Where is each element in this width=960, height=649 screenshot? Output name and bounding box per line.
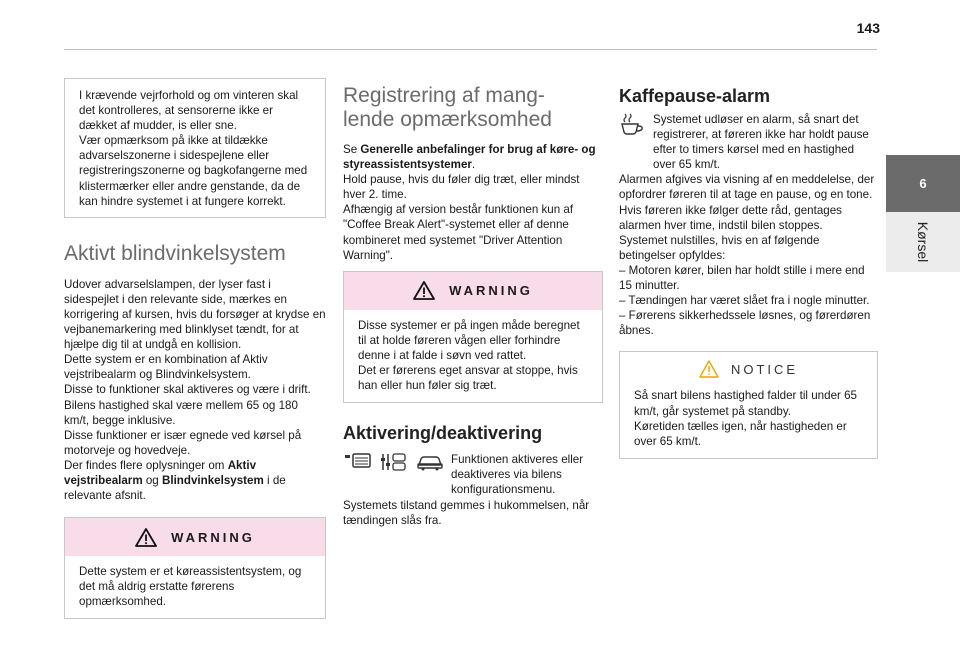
chapter-title: Kørsel [915,221,931,263]
paragraph: Disse funktioner er især egnede ved kørsel på motorveje og hovedveje. [64,428,302,457]
notice-label: NOTICE [730,361,799,377]
paragraph: Disse to funktioner skal aktiveres og være i drift. [64,383,311,397]
column-2 [343,64,603,528]
paragraph: Afhængig af version består funktionen kun af "Coffee Break Alert"-systemet eller af denne kombineret med systemet "Driver Attention Warning". [343,203,574,262]
coffee-cup-icon [619,112,647,136]
paragraph: Alarmen afgives via visning af en meddelelse, der opfordrer føreren til at tage en pause, og en tone. [619,173,875,202]
link-reference: Generelle anbefalinger for brug af køre- og styreassistentsystemer [343,143,596,172]
paragraph: Systemet nulstilles, hvis en af følgende betingelser opfyldes: [619,233,820,262]
column-3 [619,64,878,459]
warning-box [343,271,603,403]
list-item: – Motoren kører, bilen har holdt stille i mere end 15 minutter. [619,263,865,293]
warning-triangle-icon [413,281,435,300]
warning-label: WARNING [449,283,533,299]
warning-header [344,272,602,310]
activation-text: Funktionen aktiveres eller deaktiveres via bilens konfigurationsmenu. [451,453,584,497]
warning-triangle-icon [135,528,157,547]
warning-header [65,518,325,556]
intro-paragraph: Vær opmærksom på ikke at tildække advarselszonerne i sidespejlene eller registreringszonerne og bagkofangerne med klistermærker eller andre genstande, da de kan hindre systemet i at fungere korrekt. [79,134,308,208]
section-heading: Aktivering/deaktivering [343,423,543,444]
notice-header [620,352,877,386]
header-rule [64,49,877,50]
warning-box [64,517,326,619]
paragraph [64,458,326,503]
section-heading: Aktivt blindvinkelsystem [64,241,286,265]
list-item: – Tændingen har været slået fra i nogle minutter. [619,294,870,308]
paragraph: Hold pause, hvis du føler dig træt, eller mindst hver 2. time. [343,173,580,202]
text: Der findes flere oplysninger om [64,458,228,472]
paragraph: Dette system er en kombination af Aktiv vejstribealarm og Blindvinkelsystem. [64,353,268,382]
paragraph: Udover advarselslampen, der lyser fast i sidespejlet i den relevante side, mærkes en korrigering af kursen, hvis du forsøger at krydse en vejbanemarkering med blinklyset tændt, for at hjælpe dig til at undgå en kollision. [64,277,326,352]
paragraph: Bilens hastighed skal være mellem 65 og 180 km/t, begge inklusive. [64,398,298,427]
paragraph: Hvis føreren ikke følger dette råd, gentages alarmen hver time, indstil bilen stoppes. [619,203,842,232]
text: i de relevante afsnit. [64,473,286,503]
notice-text: Køretiden tælles igen, når hastigheden er over 65 km/t. [634,419,847,448]
section-body [343,142,603,263]
paragraph: Systemets tilstand gemmes i hukommelsen, når tændingen slås fra. [343,498,590,527]
section-heading: Registrering af mang-lende opmærksomhed [343,84,552,131]
warning-text: Disse systemer er på ingen måde beregnet til at holde føreren vågen eller forhindre denne i at falde i søvn ved rattet. [358,318,580,362]
bold-term: Blindvinkelsystem [161,473,264,487]
notice-box [619,351,878,458]
notice-triangle-icon [699,360,719,378]
activation-row [343,452,603,497]
text: Se [343,143,361,156]
warning-label: WARNING [171,529,255,545]
coffee-alert-row [619,112,878,172]
page-number: 143 [856,20,880,36]
vehicle-settings-icon [379,452,409,472]
notice-text: Så snart bilens hastighed falder til under 65 km/t, går systemet på standby. [634,389,857,418]
text: og [142,473,162,487]
chapter-tab[interactable]: 6 [886,155,960,212]
text: . [471,158,476,172]
paragraph [343,142,603,172]
touchscreen-icon [343,452,373,472]
paragraph: Systemet udløser en alarm, så snart det registrerer, at føreren ikke har holdt pause efter to timers kørsel med en hastighed over 65 km/t. [653,113,869,172]
section-heading: Kaffepause-alarm [619,86,771,106]
bold-term: Aktiv vejstribealarm [64,458,257,487]
section-body [619,112,878,338]
intro-info-box [64,78,326,218]
section-body [64,277,326,503]
intro-paragraph: I krævende vejrforhold og om vinteren skal det kontrolleres, at sensorerne ikke er dækket af mudder, is eller sne. [79,89,299,133]
chapter-label-tab[interactable] [886,212,960,272]
car-icon [415,452,445,472]
list-item: – Førerens sikkerhedssele løsnes, og førerdøren åbnes. [619,309,871,338]
activation-body [343,452,603,527]
warning-text: Det er førerens eget ansvar at stoppe, hvis han eller hun føler sig træt. [358,364,578,393]
column-1 [64,64,326,619]
warning-text: Dette system er et køreassistentsystem, og det må aldrig erstatte førerens opmærksomhed. [79,565,302,609]
